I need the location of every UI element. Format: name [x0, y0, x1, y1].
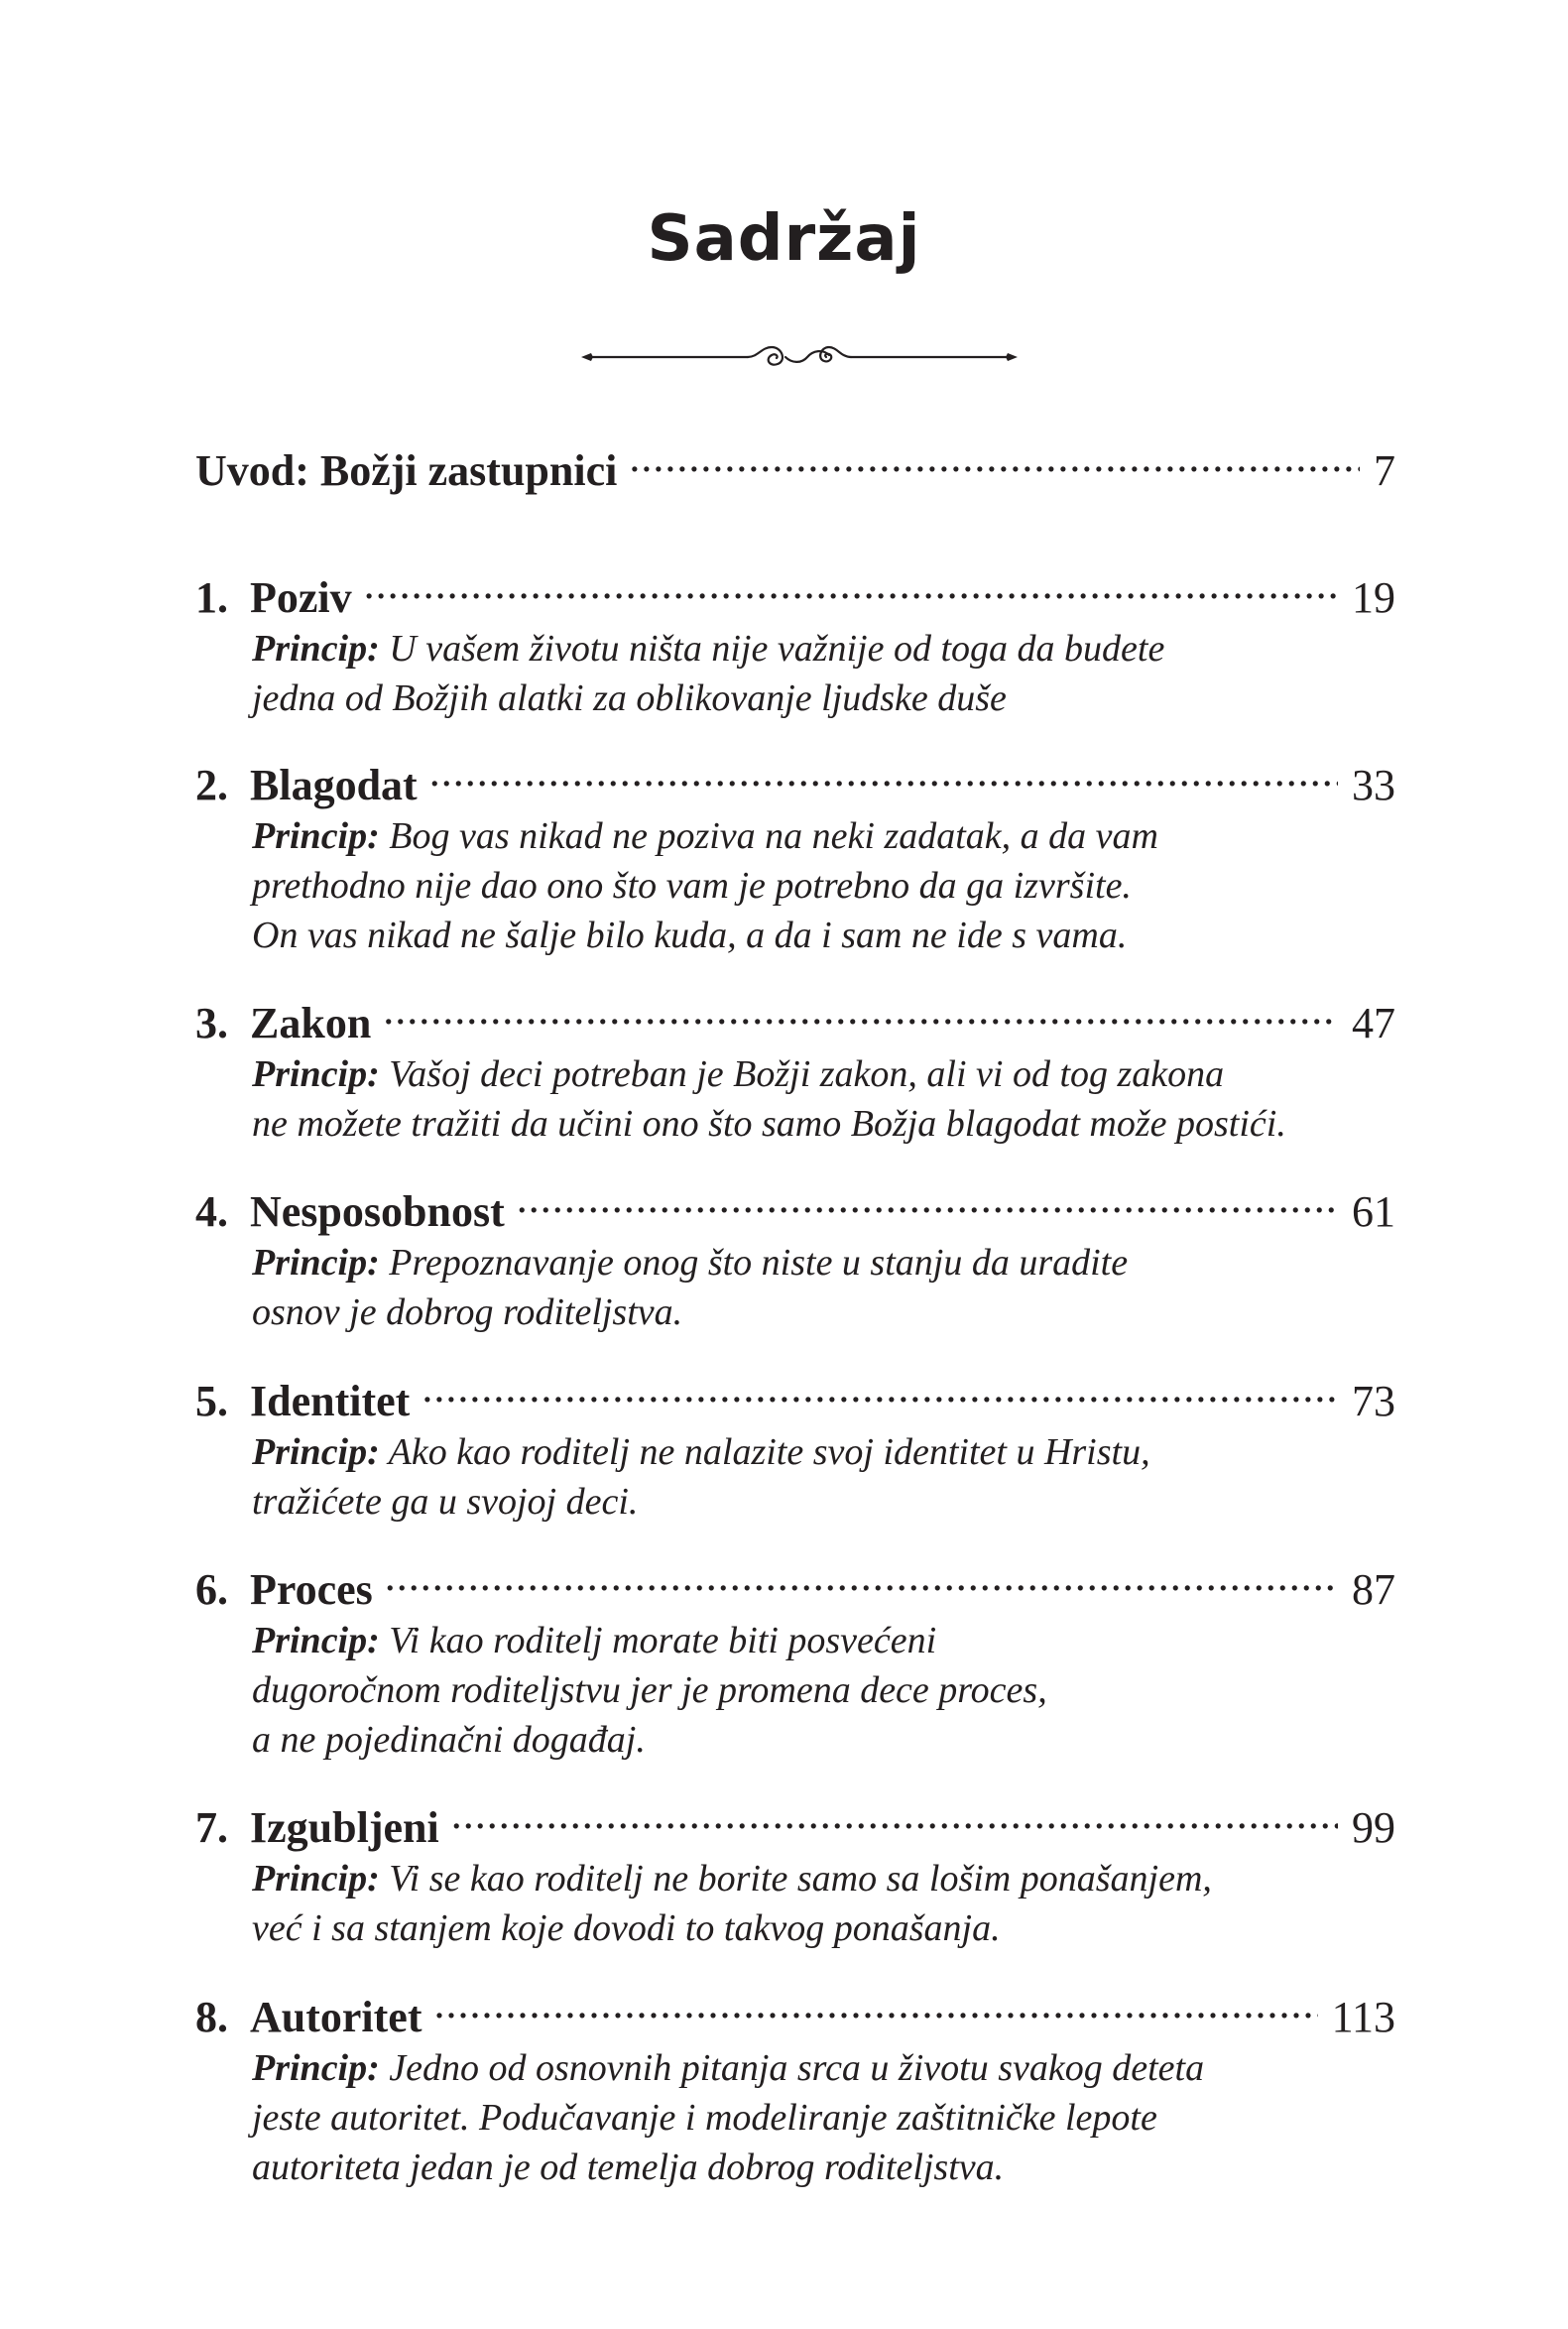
- chapter-title: Izgubljeni: [250, 1803, 439, 1852]
- principle-line: Ako kao roditelj ne nalazite svoj identitet u Hristu,: [388, 1431, 1150, 1473]
- chapter-number: 3.: [195, 999, 228, 1047]
- toc-page-number: 47: [1352, 999, 1395, 1047]
- principle-line: Vašoj deci potreban je Božji zakon, ali vi od tog zakona: [389, 1053, 1225, 1095]
- chapter-title: Autoritet: [250, 1993, 422, 2041]
- toc-entry-chapter-3[interactable]: [195, 982, 1395, 1051]
- principle-label: Princip:: [252, 1053, 380, 1095]
- principle-line: Vi kao roditelj morate biti posvećeni: [389, 1620, 937, 1661]
- principle-line: Prepoznavanje onog što niste u stanju da uradite: [389, 1242, 1129, 1284]
- toc-page-number: 7: [1374, 446, 1395, 495]
- chapter-principle: [252, 811, 1363, 960]
- principle-label: Princip:: [252, 2047, 380, 2089]
- dot-leader: [364, 556, 1338, 612]
- toc-entry-chapter-8[interactable]: [195, 1976, 1395, 2045]
- toc-page-number: 87: [1352, 1565, 1395, 1614]
- chapter-number: 1.: [195, 573, 228, 622]
- chapter-principle: [252, 1049, 1363, 1149]
- toc-page-number: 61: [1352, 1187, 1395, 1236]
- chapter-title: Zakon: [250, 999, 372, 1047]
- principle-line: jedna od Božjih alatki za oblikovanje ljudske duše: [252, 677, 1007, 719]
- principle-label: Princip:: [252, 1242, 380, 1284]
- toc-entry-chapter-4[interactable]: [195, 1170, 1395, 1240]
- toc-page-number: 73: [1352, 1377, 1395, 1425]
- principle-label: Princip:: [252, 1431, 380, 1473]
- chapter-principle: [252, 1854, 1363, 1953]
- chapter-number: 8.: [195, 1993, 228, 2041]
- principle-line: Jedno od osnovnih pitanja srca u životu svakog deteta: [389, 2047, 1205, 2089]
- principle-line: prethodno nije dao ono što vam je potrebno da ga izvršite.: [252, 865, 1132, 907]
- principle-line: dugoročnom roditeljstvu jer je promena dece proces,: [252, 1669, 1047, 1711]
- chapter-title: Proces: [250, 1565, 373, 1614]
- principle-label: Princip:: [252, 1620, 380, 1661]
- chapter-number: 7.: [195, 1803, 228, 1852]
- toc-page-number: 113: [1331, 1993, 1395, 2041]
- toc-entry-chapter-7[interactable]: [195, 1786, 1395, 1856]
- toc-page-number: 33: [1352, 761, 1395, 809]
- chapter-number: 5.: [195, 1377, 228, 1425]
- toc-page-number: 99: [1352, 1803, 1395, 1852]
- dot-leader: [385, 1548, 1338, 1604]
- principle-line: a ne pojedinačni događaj.: [252, 1719, 646, 1761]
- chapter-principle: [252, 1427, 1363, 1527]
- principle-label: Princip:: [252, 1858, 380, 1900]
- dot-leader: [517, 1170, 1338, 1226]
- toc-entry-intro[interactable]: [195, 429, 1395, 499]
- chapter-principle: [252, 1238, 1363, 1337]
- principle-line: već i sa stanjem koje dovodi to takvog ponašanja.: [252, 1907, 1001, 1949]
- chapter-principle: [252, 1616, 1363, 1765]
- toc-entry-chapter-6[interactable]: [195, 1548, 1395, 1618]
- toc-entry-chapter-1[interactable]: [195, 556, 1395, 626]
- dot-leader: [629, 429, 1360, 485]
- dot-leader: [451, 1786, 1338, 1842]
- chapter-number: 6.: [195, 1565, 228, 1614]
- dot-leader: [429, 744, 1338, 799]
- chapter-number: 4.: [195, 1187, 228, 1236]
- dot-leader: [434, 1976, 1318, 2031]
- principle-line: ne možete tražiti da učini ono što samo Božja blagodat može postići.: [252, 1103, 1286, 1145]
- principle-label: Princip:: [252, 815, 380, 857]
- principle-line: On vas nikad ne šalje bilo kuda, a da i sam ne ide s vama.: [252, 915, 1128, 956]
- principle-line: Bog vas nikad ne poziva na neki zadatak, a da vam: [389, 815, 1158, 857]
- principle-line: U vašem životu ništa nije važnije od toga da budete: [389, 628, 1165, 670]
- principle-line: osnov je dobrog roditeljstva.: [252, 1291, 683, 1333]
- toc-entry-chapter-5[interactable]: [195, 1360, 1395, 1429]
- dot-leader: [422, 1360, 1338, 1415]
- chapter-title: Nesposobnost: [250, 1187, 505, 1236]
- dot-leader: [383, 982, 1338, 1038]
- chapter-title: Identitet: [250, 1377, 411, 1425]
- principle-line: autoriteta jedan je od temelja dobrog roditeljstva.: [252, 2146, 1005, 2188]
- toc-entry-label: Uvod: Božji zastupnici: [195, 446, 618, 495]
- principle-line: Vi se kao roditelj ne borite samo sa lošim ponašanjem,: [389, 1858, 1212, 1900]
- scroll-flourish-ornament-icon: [581, 337, 1018, 377]
- chapter-title: Blagodat: [250, 761, 418, 809]
- chapter-title: Poziv: [250, 573, 352, 622]
- toc-page-number: 19: [1352, 573, 1395, 622]
- toc-entry-chapter-2[interactable]: [195, 744, 1395, 813]
- page-title: Sadržaj: [647, 202, 921, 276]
- chapter-number: 2.: [195, 761, 228, 809]
- chapter-principle: [252, 624, 1363, 723]
- principle-line: tražićete ga u svojoj deci.: [252, 1481, 639, 1523]
- chapter-principle: [252, 2043, 1363, 2192]
- principle-label: Princip:: [252, 628, 380, 670]
- principle-line: jeste autoritet. Podučavanje i modeliranje zaštitničke lepote: [252, 2097, 1157, 2139]
